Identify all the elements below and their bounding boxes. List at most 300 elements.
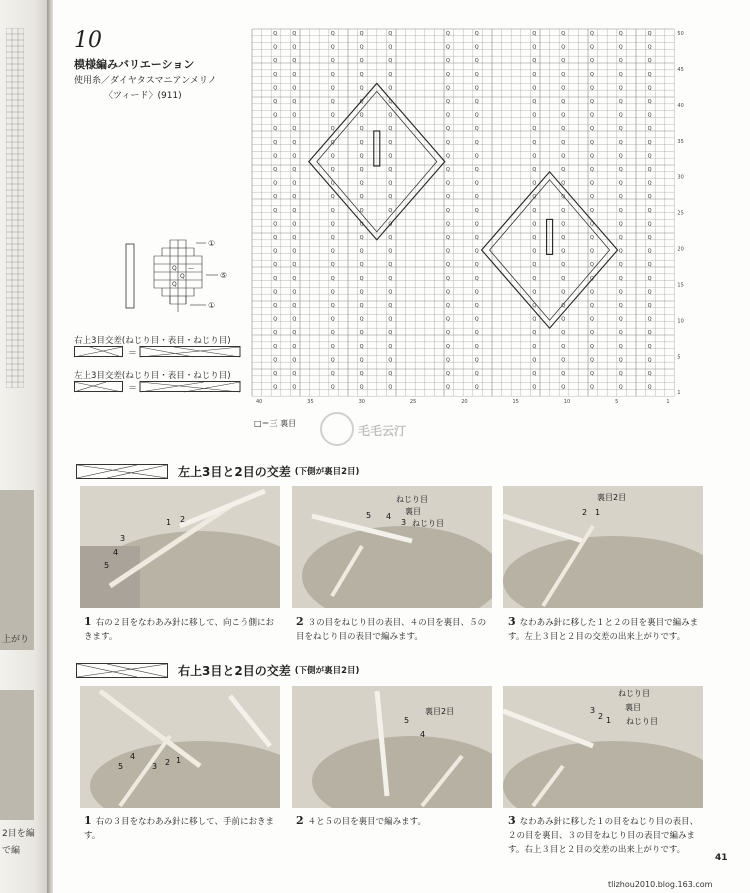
svg-text:Q: Q <box>330 289 335 296</box>
svg-text:Q: Q <box>388 343 393 350</box>
svg-text:Q: Q <box>273 58 278 65</box>
left-page-edge <box>0 0 50 893</box>
svg-text:Q: Q <box>561 71 566 78</box>
svg-text:Q: Q <box>532 112 537 119</box>
svg-text:Q: Q <box>532 31 537 37</box>
row-number: 25 <box>677 210 684 217</box>
row-number: 30 <box>677 174 684 181</box>
svg-text:Q: Q <box>292 384 297 391</box>
photo-label: ねじり目 <box>396 495 428 504</box>
svg-text:Q: Q <box>474 58 479 65</box>
svg-text:Q: Q <box>292 31 297 37</box>
svg-text:Q: Q <box>474 180 479 187</box>
cross-symbol-left <box>74 381 244 393</box>
svg-text:Q: Q <box>618 248 623 255</box>
svg-text:Q: Q <box>561 248 566 255</box>
svg-text:Q: Q <box>292 71 297 78</box>
svg-text:Q: Q <box>292 221 297 228</box>
column-number: 30 <box>358 399 365 406</box>
svg-text:Q: Q <box>359 343 364 350</box>
svg-text:Q: Q <box>532 153 537 160</box>
svg-text:Q: Q <box>618 153 623 160</box>
svg-text:Q: Q <box>330 58 335 65</box>
row-number: 10 <box>677 318 684 325</box>
svg-text:Q: Q <box>647 44 652 51</box>
svg-text:Q: Q <box>532 371 537 377</box>
photo-label: 4 <box>420 730 426 739</box>
left-cross-symbol <box>76 464 168 479</box>
svg-text:Q: Q <box>292 262 297 269</box>
svg-text:Q: Q <box>590 31 594 37</box>
svg-text:Q: Q <box>590 85 594 92</box>
svg-text:Q: Q <box>532 180 537 187</box>
svg-text:Q: Q <box>273 316 278 323</box>
svg-text:Q: Q <box>474 316 479 323</box>
pattern-number: 10 <box>74 28 102 53</box>
column-number: 35 <box>307 399 314 406</box>
svg-text:Q: Q <box>561 126 566 133</box>
photo-label: ねじり目 <box>626 717 658 726</box>
svg-text:Q: Q <box>330 221 335 228</box>
row-number: 20 <box>677 246 684 253</box>
svg-text:Q: Q <box>618 235 623 241</box>
column-number: 1 <box>666 399 670 406</box>
section-right-cross-subtitle: (下側が裏目2目) <box>294 666 360 676</box>
photo-label: 1 <box>595 508 601 517</box>
svg-text:Q: Q <box>561 99 566 105</box>
svg-text:Q: Q <box>330 44 335 51</box>
svg-text:Q: Q <box>359 194 364 201</box>
svg-text:Q: Q <box>388 248 393 255</box>
step2-photo-left-cross <box>292 486 492 608</box>
knitting-chart <box>250 27 710 413</box>
svg-text:Q: Q <box>590 180 594 187</box>
right-cross-symbol <box>76 663 168 678</box>
row-number: 50 <box>677 31 684 37</box>
svg-text:Q: Q <box>292 85 297 92</box>
svg-text:Q: Q <box>388 330 393 337</box>
svg-text:Q: Q <box>561 330 566 337</box>
step2-photo-right-cross <box>292 686 492 808</box>
svg-text:Q: Q <box>647 99 652 105</box>
svg-text:Q: Q <box>388 303 393 309</box>
svg-text:Q: Q <box>532 289 537 296</box>
svg-text:Q: Q <box>561 235 566 241</box>
svg-text:Q: Q <box>647 221 652 228</box>
svg-text:Q: Q <box>359 58 364 65</box>
svg-text:Q: Q <box>618 44 623 51</box>
photo-label: 3 <box>590 706 596 715</box>
svg-text:Q: Q <box>292 153 297 160</box>
column-number: 15 <box>512 399 519 406</box>
svg-text:Q: Q <box>292 248 297 255</box>
svg-text:Q: Q <box>446 180 450 187</box>
step3-photo-left-cross <box>503 486 703 608</box>
svg-text:Q: Q <box>561 384 566 391</box>
svg-text:Q: Q <box>359 248 364 255</box>
svg-text:Q: Q <box>474 384 479 391</box>
svg-text:Q: Q <box>446 194 450 201</box>
svg-text:Q: Q <box>330 99 335 105</box>
svg-text:Q: Q <box>561 167 566 173</box>
step3-photo-right-cross <box>503 686 703 808</box>
mini-chart-row-label-mid: ⑤ <box>220 271 228 280</box>
svg-text:Q: Q <box>292 275 297 282</box>
svg-text:Q: Q <box>292 357 297 364</box>
section-right-cross-title: 右上3目と2目の交差 <box>178 663 291 678</box>
svg-text:Q: Q <box>330 126 335 133</box>
column-number: 5 <box>615 399 619 406</box>
row-number: 5 <box>677 354 681 361</box>
book-spine <box>47 0 53 893</box>
stitch-mini-chart <box>124 236 234 316</box>
svg-text:Q: Q <box>474 235 479 241</box>
svg-text:Q: Q <box>590 384 594 391</box>
svg-text:Q: Q <box>618 85 623 92</box>
svg-text:Q: Q <box>388 139 393 146</box>
photo-label: 5 <box>404 716 410 725</box>
svg-text:Q: Q <box>273 126 278 133</box>
left-page-text-3: で編 <box>2 846 21 856</box>
svg-text:Q: Q <box>359 112 364 119</box>
svg-text:Q: Q <box>590 289 594 296</box>
svg-text:Q: Q <box>561 221 566 228</box>
photo-label: ねじり目 <box>412 519 444 528</box>
svg-text:Q: Q <box>474 248 479 255</box>
svg-text:Q: Q <box>590 221 594 228</box>
svg-text:Q: Q <box>446 58 450 65</box>
svg-text:Q: Q <box>359 275 364 282</box>
pattern-title: 模様編みバリエーション <box>74 58 195 71</box>
svg-text:Q: Q <box>273 275 278 282</box>
svg-text:Q: Q <box>618 58 623 65</box>
svg-text:Q: Q <box>647 31 652 37</box>
svg-text:Q: Q <box>532 194 537 201</box>
step1-caption-left-cross: 1 右の２目をなわあみ針に移して、向こう側におきます。 <box>84 615 274 642</box>
svg-text:Q: Q <box>590 248 594 255</box>
svg-text:Q: Q <box>273 71 278 78</box>
svg-text:Q: Q <box>647 262 652 269</box>
photo-label: 2 <box>582 508 588 517</box>
svg-text:Q: Q <box>330 207 335 214</box>
svg-text:Q: Q <box>446 167 450 173</box>
svg-text:Q: Q <box>590 139 594 146</box>
svg-text:Q: Q <box>618 180 623 187</box>
svg-text:Q: Q <box>388 167 393 173</box>
photo-label: 3 <box>401 518 407 527</box>
svg-text:Q: Q <box>180 273 185 280</box>
photo-label: 5 <box>118 762 124 771</box>
row-number: 45 <box>677 66 684 73</box>
svg-text:Q: Q <box>474 330 479 337</box>
svg-text:Q: Q <box>618 194 623 201</box>
svg-text:Q: Q <box>618 357 623 364</box>
svg-text:Q: Q <box>647 248 652 255</box>
svg-text:Q: Q <box>388 99 393 105</box>
photo-label: 4 <box>130 752 136 761</box>
svg-text:Q: Q <box>474 44 479 51</box>
yarn-info-detail: 〈ツィード〉(911) <box>104 91 182 101</box>
left-page-text-2: 2目を編 <box>2 829 35 839</box>
svg-text:Q: Q <box>647 71 652 78</box>
svg-text:Q: Q <box>618 384 623 391</box>
left-page-text-1: 上がり <box>2 635 30 645</box>
svg-text:Q: Q <box>590 207 594 214</box>
svg-text:Q: Q <box>618 126 623 133</box>
svg-text:Q: Q <box>618 330 623 337</box>
svg-text:Q: Q <box>474 126 479 133</box>
photo-label: 1 <box>166 518 172 527</box>
svg-text:Q: Q <box>561 275 566 282</box>
svg-text:Q: Q <box>474 85 479 92</box>
step3-caption-right-cross: 3 なわあみ針に移した１の目をねじり目の表目、２の目を裏目、３の目をねじり目の表目で編みます。右上３目と２目の交差の出来上がりです。 <box>508 814 699 855</box>
svg-text:Q: Q <box>618 262 623 269</box>
svg-text:Q: Q <box>647 139 652 146</box>
section-right-cross-header <box>76 660 359 680</box>
svg-text:Q: Q <box>330 153 335 160</box>
svg-text:Q: Q <box>647 275 652 282</box>
svg-text:Q: Q <box>618 71 623 78</box>
svg-text:Q: Q <box>561 58 566 65</box>
svg-text:Q: Q <box>561 112 566 119</box>
svg-text:Q: Q <box>388 289 393 296</box>
svg-text:Q: Q <box>474 71 479 78</box>
svg-text:Q: Q <box>590 316 594 323</box>
svg-text:Q: Q <box>446 343 450 350</box>
svg-text:Q: Q <box>561 153 566 160</box>
section-left-cross-header <box>76 461 359 481</box>
svg-text:Q: Q <box>388 58 393 65</box>
svg-text:Q: Q <box>273 139 278 146</box>
svg-text:Q: Q <box>532 330 537 337</box>
svg-text:Q: Q <box>172 265 177 272</box>
column-number: 25 <box>409 399 417 406</box>
svg-text:Q: Q <box>359 99 364 105</box>
svg-text:Q: Q <box>330 248 335 255</box>
svg-text:Q: Q <box>618 221 623 228</box>
row-number: 15 <box>677 282 684 289</box>
svg-text:Q: Q <box>273 85 278 92</box>
step3-caption-left-cross: 3 なわあみ針に移した１と２の目を裏目で編みます。左上３目と２目の交差の出来上がりです。 <box>508 615 699 642</box>
svg-text:Q: Q <box>273 207 278 214</box>
svg-text:Q: Q <box>618 99 623 105</box>
photo-label: 4 <box>386 512 392 521</box>
svg-text:Q: Q <box>446 153 450 160</box>
svg-text:Q: Q <box>330 343 335 350</box>
svg-text:Q: Q <box>273 167 278 173</box>
column-number: 40 <box>256 399 263 406</box>
svg-text:Q: Q <box>359 85 364 92</box>
svg-text:Q: Q <box>446 357 450 364</box>
svg-text:Q: Q <box>446 85 450 92</box>
svg-text:Q: Q <box>273 330 278 337</box>
svg-text:Q: Q <box>292 235 297 241</box>
row-number: 1 <box>677 390 681 397</box>
svg-text:Q: Q <box>388 112 393 119</box>
svg-text:Q: Q <box>532 221 537 228</box>
svg-text:Q: Q <box>618 316 623 323</box>
svg-text:Q: Q <box>446 31 450 37</box>
svg-text:Q: Q <box>292 180 297 187</box>
svg-text:Q: Q <box>330 139 335 146</box>
svg-text:Q: Q <box>647 316 652 323</box>
svg-text:Q: Q <box>647 194 652 201</box>
svg-text:Q: Q <box>647 112 652 119</box>
svg-text:Q: Q <box>561 316 566 323</box>
svg-text:Q: Q <box>446 316 450 323</box>
svg-text:Q: Q <box>273 194 278 201</box>
svg-text:Q: Q <box>292 139 297 146</box>
svg-text:Q: Q <box>532 357 537 364</box>
svg-text:Q: Q <box>388 371 393 377</box>
svg-text:Q: Q <box>446 303 450 309</box>
svg-text:Q: Q <box>446 248 450 255</box>
svg-text:Q: Q <box>388 262 393 269</box>
svg-text:Q: Q <box>273 112 278 119</box>
svg-text:Q: Q <box>388 194 393 201</box>
svg-text:Q: Q <box>590 71 594 78</box>
svg-text:Q: Q <box>590 167 594 173</box>
svg-text:Q: Q <box>359 31 364 37</box>
svg-text:Q: Q <box>446 139 450 146</box>
svg-text:Q: Q <box>273 153 278 160</box>
step1-caption-right-cross: 1 右の３目をなわあみ針に移して、手前におきます。 <box>84 814 274 841</box>
svg-text:Q: Q <box>359 153 364 160</box>
svg-text:Q: Q <box>292 44 297 51</box>
svg-text:Q: Q <box>446 289 450 296</box>
svg-text:Q: Q <box>532 207 537 214</box>
svg-text:Q: Q <box>532 167 537 173</box>
svg-text:Q: Q <box>474 303 479 309</box>
svg-text:Q: Q <box>388 153 393 160</box>
svg-text:Q: Q <box>273 44 278 51</box>
svg-text:Q: Q <box>388 85 393 92</box>
svg-text:Q: Q <box>532 99 537 105</box>
svg-text:Q: Q <box>647 207 652 214</box>
svg-text:Q: Q <box>388 71 393 78</box>
svg-text:＝: ＝ <box>128 349 138 358</box>
svg-text:Q: Q <box>359 207 364 214</box>
svg-text:Q: Q <box>474 262 479 269</box>
svg-text:Q: Q <box>618 112 623 119</box>
svg-text:Q: Q <box>273 262 278 269</box>
svg-text:Q: Q <box>618 167 623 173</box>
svg-text:Q: Q <box>359 316 364 323</box>
svg-text:Q: Q <box>474 153 479 160</box>
svg-text:Q: Q <box>359 139 364 146</box>
svg-text:Q: Q <box>532 343 537 350</box>
svg-text:Q: Q <box>590 303 594 309</box>
photo-label: 5 <box>366 511 372 520</box>
svg-text:Q: Q <box>474 343 479 350</box>
svg-text:Q: Q <box>446 384 450 391</box>
svg-text:Q: Q <box>590 194 594 201</box>
svg-text:Q: Q <box>446 44 450 51</box>
svg-text:Q: Q <box>532 262 537 269</box>
svg-text:Q: Q <box>330 384 335 391</box>
svg-text:Q: Q <box>359 357 364 364</box>
yarn-info: 使用糸／ダイヤタスマニアンメリノ <box>74 76 217 86</box>
svg-text:Q: Q <box>474 371 479 377</box>
svg-text:Q: Q <box>273 221 278 228</box>
svg-text:Q: Q <box>474 207 479 214</box>
svg-text:Q: Q <box>330 112 335 119</box>
svg-text:Q: Q <box>359 330 364 337</box>
svg-text:Q: Q <box>330 303 335 309</box>
svg-text:Q: Q <box>532 126 537 133</box>
step2-caption-left-cross: 2 ３の目をねじり目の表目、４の目を裏目、５の目をねじり目の表目で編みます。 <box>296 615 487 642</box>
svg-text:Q: Q <box>446 207 450 214</box>
svg-text:＝: ＝ <box>128 384 138 393</box>
svg-text:Q: Q <box>446 126 450 133</box>
svg-text:Q: Q <box>330 194 335 201</box>
svg-text:Q: Q <box>561 44 566 51</box>
svg-text:Q: Q <box>388 357 393 364</box>
photo-label: 1 <box>606 716 612 725</box>
svg-text:Q: Q <box>330 167 335 173</box>
svg-text:Q: Q <box>388 31 393 37</box>
svg-text:Q: Q <box>532 85 537 92</box>
svg-text:Q: Q <box>446 235 450 241</box>
page-number: 41 <box>715 853 728 863</box>
svg-text:Q: Q <box>330 180 335 187</box>
svg-text:Q: Q <box>561 207 566 214</box>
svg-text:Q: Q <box>590 153 594 160</box>
svg-text:Q: Q <box>532 384 537 391</box>
svg-text:Q: Q <box>446 221 450 228</box>
svg-text:Q: Q <box>647 343 652 350</box>
svg-text:Q: Q <box>590 112 594 119</box>
svg-text:Q: Q <box>590 343 594 350</box>
mini-chart-row-label-bottom: ① <box>208 301 216 310</box>
svg-text:Q: Q <box>359 262 364 269</box>
svg-text:Q: Q <box>446 262 450 269</box>
svg-text:Q: Q <box>172 281 177 288</box>
svg-text:Q: Q <box>330 357 335 364</box>
photo-label: 3 <box>120 534 126 543</box>
svg-text:Q: Q <box>474 112 479 119</box>
svg-text:Q: Q <box>561 289 566 296</box>
svg-text:Q: Q <box>359 221 364 228</box>
svg-text:Q: Q <box>273 248 278 255</box>
svg-text:Q: Q <box>532 58 537 65</box>
svg-text:Q: Q <box>561 262 566 269</box>
footer-url: tlizhou2010.blog.163.com <box>608 880 713 889</box>
column-number: 20 <box>461 399 468 406</box>
svg-text:Q: Q <box>618 303 623 309</box>
cross-legend-left: 左上3目交差(ねじり目・表目・ねじり目) <box>74 371 231 381</box>
svg-text:Q: Q <box>561 357 566 364</box>
photo-label: 裏目 <box>625 703 641 712</box>
svg-text:Q: Q <box>330 31 335 37</box>
svg-text:Q: Q <box>359 371 364 377</box>
svg-text:Q: Q <box>647 235 652 241</box>
svg-text:Q: Q <box>618 31 623 37</box>
cross-symbol-right <box>74 346 244 358</box>
svg-text:Q: Q <box>474 289 479 296</box>
svg-text:Q: Q <box>273 99 278 105</box>
photo-label: 4 <box>113 548 119 557</box>
svg-text:Q: Q <box>330 262 335 269</box>
svg-text:Q: Q <box>618 371 623 377</box>
svg-text:Q: Q <box>388 207 393 214</box>
svg-text:Q: Q <box>388 235 393 241</box>
svg-text:Q: Q <box>474 194 479 201</box>
svg-text:Q: Q <box>532 303 537 309</box>
svg-text:Q: Q <box>561 303 566 309</box>
svg-text:Q: Q <box>474 275 479 282</box>
photo-label: 裏目2目 <box>425 707 455 716</box>
